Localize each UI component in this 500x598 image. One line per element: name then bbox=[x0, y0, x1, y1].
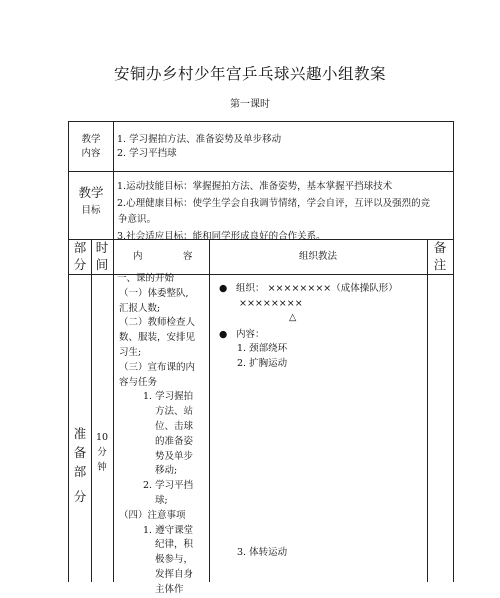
content-item: 1. 学习握拍方法、准备姿势及单步移动 bbox=[117, 134, 282, 145]
bullet-icon: ● bbox=[219, 283, 228, 294]
prep-content-line: 数、服装，安排见 bbox=[119, 332, 196, 344]
header-time-char: 时 bbox=[95, 240, 109, 255]
org-label: 组织： bbox=[236, 283, 265, 294]
content-row-label bbox=[69, 133, 113, 161]
table-rule bbox=[69, 171, 453, 172]
goals-label-line: 目标 bbox=[81, 205, 101, 216]
header-method: 组织教法 bbox=[298, 251, 337, 262]
method-item: 3. 体转运动 bbox=[237, 547, 288, 558]
goals-row-label bbox=[69, 184, 113, 220]
table-rule bbox=[113, 239, 114, 582]
prep-content-line: 2. 学习平挡 bbox=[143, 480, 194, 492]
table-rule bbox=[427, 239, 428, 582]
prep-part-char: 分 bbox=[73, 489, 87, 504]
content-item: 2. 学习平挡球 bbox=[117, 148, 177, 159]
header-note-char: 注 bbox=[433, 257, 447, 272]
header-part bbox=[69, 239, 91, 273]
header-part-char: 部 bbox=[73, 240, 87, 255]
header-part-char: 分 bbox=[73, 257, 87, 272]
prep-content-line: 发挥自身 bbox=[155, 568, 194, 580]
method-item: 2. 扩胸运动 bbox=[237, 357, 288, 369]
prep-content-line: 1. 学习握拍 bbox=[143, 391, 194, 403]
prep-content-line: 的准备姿 bbox=[155, 435, 194, 447]
prep-content-line: （一）体委整队, bbox=[119, 287, 189, 299]
prep-content-line: 汇报人数; bbox=[119, 302, 161, 314]
teacher-marker-icon: △ bbox=[289, 312, 297, 323]
prep-content-line: 一、课的开始 bbox=[117, 273, 175, 284]
formation-row-1: ××××××××（成体操队形） bbox=[267, 283, 398, 294]
header-content-char: 容 bbox=[183, 251, 193, 262]
header-content-char: 内 bbox=[133, 251, 143, 262]
document-title: 安铜办乡村少年宫乒乓球兴趣小组教案 bbox=[113, 65, 386, 83]
goals-lines bbox=[117, 179, 430, 245]
header-note bbox=[427, 239, 453, 273]
prep-method bbox=[219, 282, 398, 371]
header-time bbox=[91, 239, 113, 273]
prep-part-char: 部 bbox=[73, 464, 87, 479]
header-time-char: 间 bbox=[95, 257, 109, 272]
table-rule bbox=[91, 239, 92, 582]
content-items bbox=[117, 133, 281, 161]
header-note-char: 备 bbox=[433, 240, 447, 255]
table-rule bbox=[113, 122, 114, 239]
prep-part-label bbox=[69, 424, 91, 506]
table-rule bbox=[209, 239, 210, 582]
prep-content-line: 1. 遵守课堂 bbox=[143, 524, 194, 536]
method-item: 1. 颈部绕环 bbox=[237, 343, 288, 354]
content-label-line: 内容 bbox=[81, 148, 101, 159]
prep-part-char: 备 bbox=[73, 445, 87, 460]
prep-time-char: 分 bbox=[97, 447, 107, 458]
method-content-label: 内容： bbox=[236, 328, 265, 340]
prep-content-line: 主体作 bbox=[155, 583, 184, 595]
prep-content-line: （四）注意事项 bbox=[119, 509, 186, 521]
prep-content bbox=[117, 272, 195, 598]
goals-label-line: 教学 bbox=[78, 185, 104, 200]
content-label-line: 教学 bbox=[81, 134, 101, 145]
formation-row-2: ×××××××× bbox=[239, 297, 303, 309]
prep-time-label bbox=[91, 430, 113, 475]
prep-content-line: 球; bbox=[155, 494, 168, 506]
prep-content-line: 移动; bbox=[155, 465, 178, 477]
lesson-plan-table bbox=[68, 121, 454, 595]
prep-content-line: 极参与， bbox=[155, 554, 194, 566]
prep-content-line: （二）教师检查人 bbox=[119, 317, 196, 329]
prep-content-line: 势及单步 bbox=[155, 450, 194, 462]
lesson-subtitle: 第一课时 bbox=[230, 99, 270, 110]
prep-content-line: 容与任务 bbox=[119, 376, 158, 388]
prep-content-line: 纪律，积 bbox=[155, 539, 194, 551]
goal-line: 争意识。 bbox=[118, 214, 157, 225]
prep-time-char: 10 bbox=[95, 432, 109, 443]
prep-content-line: 习生; bbox=[119, 346, 142, 358]
goal-line: 2.心理健康目标：使学生学会自我调节情绪，学会自评，互评以及强烈的竞 bbox=[117, 197, 431, 209]
prep-content-line: 位、击球 bbox=[155, 420, 194, 432]
prep-content-line: （三）宣布课的内 bbox=[119, 361, 196, 373]
prep-time-char: 钟 bbox=[97, 462, 107, 473]
goal-line: 1.运动技能目标：掌握握拍方法、准备姿势，基本掌握平挡球技术 bbox=[117, 181, 393, 192]
bullet-icon: ● bbox=[219, 328, 228, 340]
goal-line: 3.社会适应目标：能和同学形成良好的合作关系。 bbox=[117, 230, 326, 242]
prep-content-line: 方法、站 bbox=[155, 406, 194, 418]
prep-part-char: 准 bbox=[73, 426, 87, 441]
